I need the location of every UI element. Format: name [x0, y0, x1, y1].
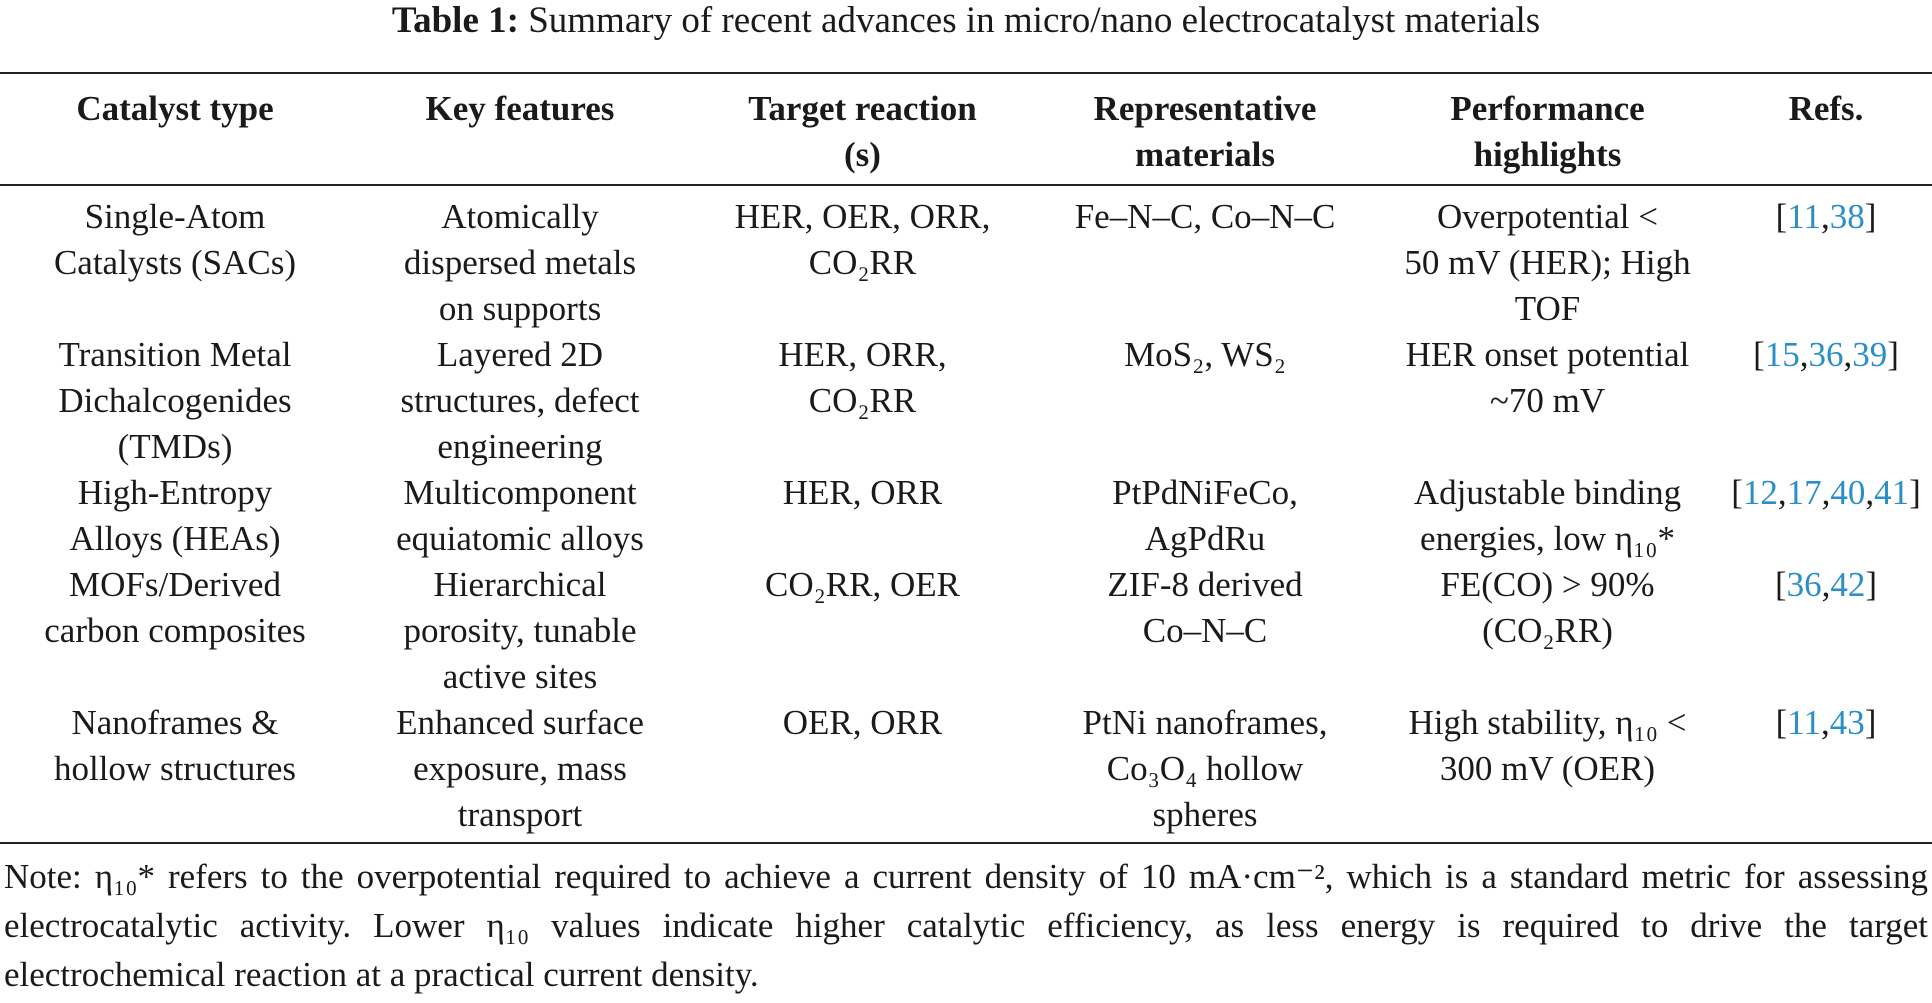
ref-separator: ,	[1821, 565, 1831, 604]
header-line: highlights	[1473, 135, 1622, 174]
reference-link[interactable]: 17	[1786, 473, 1822, 512]
cell-line: structures, defect	[400, 381, 640, 420]
cell-key-features	[350, 700, 690, 843]
cell-line: HER, ORR,	[778, 335, 947, 374]
cell-target-reaction	[690, 470, 1035, 562]
cell-line: Layered 2D	[436, 335, 604, 374]
reference-link[interactable]: 43	[1829, 703, 1865, 742]
cell-line: ZIF-8 derived	[1107, 565, 1303, 604]
ref-separator: ,	[1865, 473, 1875, 512]
reference-link[interactable]: 36	[1786, 565, 1822, 604]
table-row	[0, 700, 1932, 843]
cell-target-reaction	[690, 332, 1035, 470]
cell-key-features	[350, 562, 690, 700]
table-note: Note: η₁₀* refers to the overpotential required to achieve a current density of 10 mA·cm⁻², which is a standard metric for assessing electrocatalytic activity. Lower η₁₀ values indicate higher catalytic efficiency, as less energy is required to drive the target electrochemical reaction at a practical current density.	[4, 857, 1928, 994]
caption-text: Summary of recent advances in micro/nano electrocatalyst materials	[518, 0, 1541, 41]
cell-line: HER onset potential	[1405, 335, 1690, 374]
header-line: Catalyst type	[76, 89, 274, 128]
table-row	[0, 185, 1932, 332]
ref-close-bracket: ]	[1864, 703, 1877, 742]
ref-open-bracket: [	[1775, 703, 1788, 742]
cell-key-features	[350, 185, 690, 332]
cell-line: Enhanced surface	[396, 703, 644, 742]
header-catalyst-type	[0, 73, 350, 185]
cell-line: energies, low η₁₀*	[1420, 519, 1675, 558]
cell-catalyst-type	[0, 700, 350, 843]
cell-line: PtPdNiFeCo,	[1112, 473, 1298, 512]
header-target-reaction	[690, 73, 1035, 185]
ref-separator: ,	[1820, 703, 1830, 742]
ref-separator: ,	[1820, 197, 1830, 236]
summary-table	[0, 72, 1932, 844]
header-representative-materials	[1035, 73, 1375, 185]
cell-line: FE(CO) > 90%	[1440, 565, 1655, 604]
cell-line: CO₂RR	[808, 243, 917, 282]
cell-line: CO₂RR, OER	[764, 565, 960, 604]
ref-close-bracket: ]	[1865, 565, 1878, 604]
cell-line: active sites	[442, 657, 598, 696]
ref-close-bracket: ]	[1887, 335, 1899, 374]
cell-line: (CO₂RR)	[1482, 611, 1613, 650]
cell-line: AgPdRu	[1144, 519, 1266, 558]
cell-line: Single-Atom	[84, 197, 266, 236]
cell-representative-materials	[1035, 185, 1375, 332]
ref-separator: ,	[1821, 473, 1831, 512]
cell-representative-materials	[1035, 470, 1375, 562]
reference-link[interactable]: 39	[1852, 335, 1888, 374]
cell-refs	[1720, 562, 1932, 700]
reference-link[interactable]: 40	[1830, 473, 1866, 512]
ref-separator: ,	[1843, 335, 1853, 374]
cell-line: transport	[457, 795, 583, 834]
cell-performance-highlights	[1375, 700, 1720, 843]
reference-link[interactable]: 36	[1808, 335, 1844, 374]
cell-target-reaction	[690, 185, 1035, 332]
header-performance-highlights	[1375, 73, 1720, 185]
cell-catalyst-type	[0, 185, 350, 332]
cell-line: Transition Metal	[58, 335, 292, 374]
cell-line: ~70 mV	[1489, 381, 1606, 420]
cell-line: Fe–N–C, Co–N–C	[1074, 197, 1336, 236]
table-row	[0, 332, 1932, 470]
reference-link[interactable]: 11	[1787, 703, 1821, 742]
cell-line: engineering	[437, 427, 603, 466]
cell-performance-highlights	[1375, 470, 1720, 562]
cell-refs	[1720, 185, 1932, 332]
cell-key-features	[350, 470, 690, 562]
header-line: (s)	[844, 135, 881, 174]
reference-link[interactable]: 41	[1874, 473, 1910, 512]
cell-line: dispersed metals	[403, 243, 637, 282]
cell-line: PtNi nanoframes,	[1082, 703, 1328, 742]
cell-line: on supports	[438, 289, 602, 328]
cell-refs	[1720, 332, 1932, 470]
cell-line: Multicomponent	[403, 473, 637, 512]
header-line: Representative	[1093, 89, 1317, 128]
cell-key-features	[350, 332, 690, 470]
cell-representative-materials	[1035, 332, 1375, 470]
header-line: Target reaction	[748, 89, 977, 128]
ref-open-bracket: [	[1775, 197, 1788, 236]
cell-line: 300 mV (OER)	[1439, 749, 1656, 788]
cell-line: Alloys (HEAs)	[69, 519, 281, 558]
cell-line: Overpotential <	[1437, 197, 1658, 236]
cell-catalyst-type	[0, 562, 350, 700]
cell-line: equiatomic alloys	[396, 519, 644, 558]
cell-line: MOFs/Derived	[69, 565, 281, 604]
ref-open-bracket: [	[1731, 473, 1743, 512]
cell-performance-highlights	[1375, 332, 1720, 470]
cell-line: Catalysts (SACs)	[53, 243, 297, 282]
reference-link[interactable]: 15	[1764, 335, 1800, 374]
reference-link[interactable]: 38	[1829, 197, 1865, 236]
header-key-features	[350, 73, 690, 185]
header-line: Performance	[1450, 89, 1645, 128]
reference-link[interactable]: 11	[1787, 197, 1821, 236]
cell-performance-highlights	[1375, 185, 1720, 332]
header-line: materials	[1135, 135, 1275, 174]
cell-line: OER, ORR	[782, 703, 943, 742]
cell-refs	[1720, 470, 1932, 562]
cell-line: High stability, η₁₀ <	[1408, 703, 1687, 742]
cell-line: Co₃O₄ hollow	[1106, 749, 1304, 788]
ref-close-bracket: ]	[1864, 197, 1877, 236]
ref-separator: ,	[1799, 335, 1809, 374]
cell-line: Adjustable binding	[1413, 473, 1682, 512]
cell-line: spheres	[1152, 795, 1258, 834]
cell-refs	[1720, 700, 1932, 843]
reference-link[interactable]: 42	[1830, 565, 1866, 604]
cell-target-reaction	[690, 562, 1035, 700]
cell-line: Nanoframes &	[71, 703, 279, 742]
cell-representative-materials	[1035, 700, 1375, 843]
reference-link[interactable]: 12	[1742, 473, 1778, 512]
ref-open-bracket: [	[1753, 335, 1765, 374]
table-body	[0, 185, 1932, 843]
cell-line: hollow structures	[53, 749, 297, 788]
table-row	[0, 562, 1932, 700]
cell-catalyst-type	[0, 470, 350, 562]
cell-line: CO₂RR	[808, 381, 917, 420]
cell-catalyst-type	[0, 332, 350, 470]
table-row	[0, 470, 1932, 562]
cell-line: Atomically	[441, 197, 599, 236]
cell-line: (TMDs)	[117, 427, 233, 466]
cell-line: High-Entropy	[77, 473, 273, 512]
ref-separator: ,	[1777, 473, 1787, 512]
cell-line: Dichalcogenides	[58, 381, 292, 420]
ref-close-bracket: ]	[1909, 473, 1921, 512]
table-caption	[0, 2, 1932, 40]
cell-line: 50 mV (HER); High	[1404, 243, 1691, 282]
cell-line: TOF	[1514, 289, 1581, 328]
cell-line: Co–N–C	[1142, 611, 1268, 650]
header-line: Refs.	[1788, 89, 1864, 128]
caption-label: Table 1:	[391, 0, 519, 41]
cell-line: HER, ORR	[782, 473, 943, 512]
cell-representative-materials	[1035, 562, 1375, 700]
cell-line: porosity, tunable	[403, 611, 637, 650]
cell-line: HER, OER, ORR,	[734, 197, 991, 236]
cell-line: carbon composites	[44, 611, 306, 650]
header-line: Key features	[425, 89, 615, 128]
cell-line: MoS₂, WS₂	[1124, 335, 1286, 374]
ref-open-bracket: [	[1774, 565, 1787, 604]
cell-line: Hierarchical	[433, 565, 607, 604]
cell-line: exposure, mass	[413, 749, 627, 788]
header-refs	[1720, 73, 1932, 185]
cell-performance-highlights	[1375, 562, 1720, 700]
cell-target-reaction	[690, 700, 1035, 843]
table-header-row	[0, 73, 1932, 185]
